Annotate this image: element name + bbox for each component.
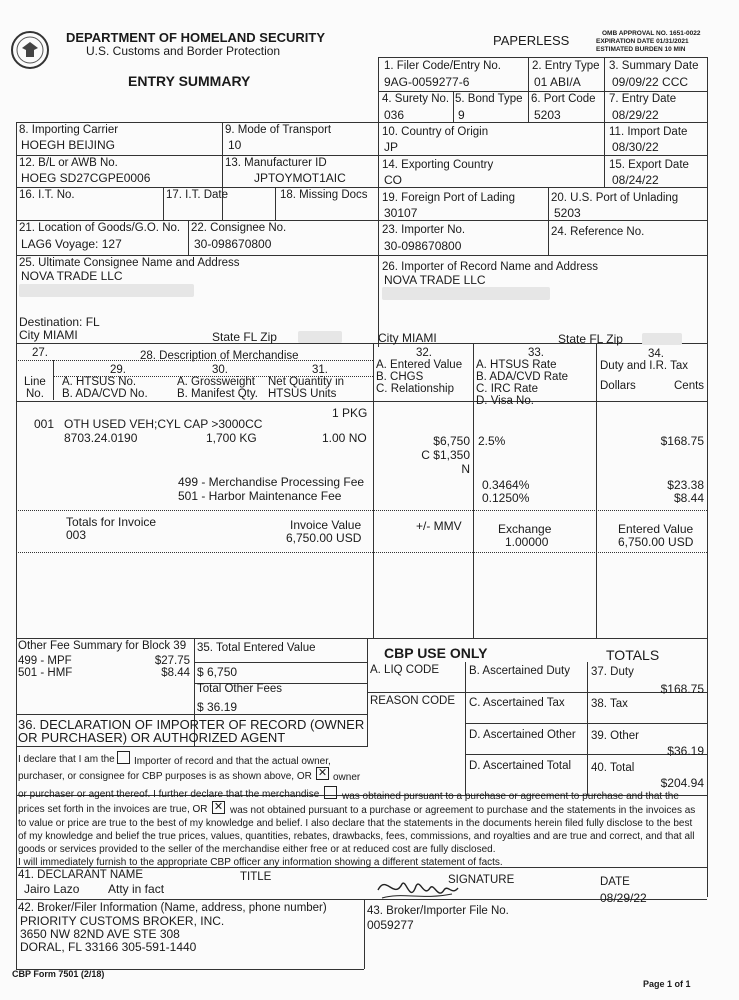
omb-number: OMB APPROVAL NO. 1651-0022: [602, 30, 701, 37]
f5-value: 9: [458, 108, 465, 122]
f10-value: JP: [384, 140, 399, 154]
broker-name: PRIORITY CUSTOMS BROKER, INC.: [20, 914, 225, 928]
ascertained-total-label: D. Ascertained Total: [469, 760, 572, 772]
b42-label: 42. Broker/Filer Information (Name, address, phone number): [18, 902, 327, 914]
merch-description: OTH USED VEH;CYL CAP >3000CC: [64, 417, 263, 431]
ascertained-other-label: D. Ascertained Other: [469, 729, 576, 741]
f2-value: 01 ABI/A: [534, 75, 581, 89]
f4-label: 4. Surety No.: [382, 93, 450, 105]
declarant-title: Atty in fact: [108, 882, 165, 896]
f10-label: 10. Country of Origin: [382, 126, 489, 138]
mpf-label: 499 - Merchandise Processing Fee: [178, 475, 365, 489]
title-label: TITLE: [240, 871, 272, 883]
col32-header: 32.: [416, 347, 432, 359]
decl-line2b: owner: [333, 772, 361, 783]
decl-line4b: was not obtained pursuant to a purchase or agreement to purchase and the statements in the invoices as: [230, 805, 696, 816]
col33-d: D. Visa No.: [476, 395, 534, 407]
decl-line2a: purchaser, or consignee for CBP purposes is as shown above, OR: [18, 771, 312, 782]
hts-rate: 2.5%: [478, 434, 506, 448]
b43-label: 43. Broker/Importer File No.: [367, 905, 509, 917]
dept-title: DEPARTMENT OF HOMELAND SECURITY: [66, 30, 326, 45]
col34-header: 34.: [648, 348, 664, 360]
mpf-rate: 0.3464%: [482, 478, 530, 492]
f15-value: 08/24/22: [612, 173, 659, 187]
omb-expiration: EXPIRATION DATE 01/31/2021: [596, 38, 689, 45]
f4-value: 036: [384, 108, 405, 122]
f22-value: 30-098670800: [194, 237, 272, 251]
signature-label: SIGNATURE: [448, 874, 515, 886]
col29-header: 29.: [110, 364, 126, 376]
broker-city-phone: DORAL, FL 33166 305-591-1440: [20, 940, 197, 954]
col31-header: 31.: [312, 364, 328, 376]
f26-name: NOVA TRADE LLC: [384, 273, 486, 287]
col28-header: 28. Description of Merchandise: [140, 350, 299, 362]
obtained-checkbox[interactable]: [324, 786, 337, 799]
hmf-rate: 0.1250%: [482, 491, 530, 505]
reason-code-label: REASON CODE: [370, 695, 455, 707]
col33-c: C. IRC Rate: [476, 383, 538, 395]
f18-label: 18. Missing Docs: [280, 189, 368, 201]
exchange-value: 1.00000: [505, 535, 549, 549]
decl-line3b: was obtained pursuant to a purchase or agreement to purchase and that the: [342, 791, 679, 802]
other-39-value: $36.19: [667, 744, 704, 758]
col29-b: B. ADA/CVD No.: [62, 388, 148, 400]
fee-summary-label: Other Fee Summary for Block 39: [18, 640, 187, 652]
owner-checkbox[interactable]: ✕: [317, 767, 328, 779]
f21-label: 21. Location of Goods/G.O. No.: [19, 222, 181, 234]
relationship: N: [461, 462, 470, 476]
signature-image: [372, 870, 462, 910]
b43-value: 0059277: [367, 918, 414, 932]
f3-value: 09/09/22 CCC: [612, 75, 689, 89]
f14-label: 14. Exporting Country: [382, 159, 494, 171]
f8-value: HOEGH BEIJING: [21, 138, 116, 152]
total-40-value: $204.94: [660, 776, 704, 790]
hmf-label: 501 - Harbor Maintenance Fee: [178, 489, 342, 503]
f26-city: City MIAMI: [378, 331, 437, 345]
f25-label: 25. Ultimate Consignee Name and Address: [19, 257, 240, 269]
f7-label: 7. Entry Date: [609, 93, 677, 105]
f6-label: 6. Port Code: [531, 93, 596, 105]
duty-amount: $168.75: [660, 434, 704, 448]
col27-no: No.: [26, 388, 44, 400]
hts-number: 8703.24.0190: [64, 431, 138, 445]
f19-label: 19. Foreign Port of Lading: [382, 192, 515, 204]
date-label: DATE: [600, 876, 630, 888]
col33-a: A. HTSUS Rate: [476, 359, 557, 371]
f17-label: 17. I.T. Date: [166, 189, 229, 201]
col27-line: Line: [24, 376, 46, 388]
f19-value: 30107: [384, 206, 418, 220]
col30-b: B. Manifest Qty.: [177, 388, 258, 400]
f22-label: 22. Consignee No.: [191, 222, 287, 234]
broker-address: 3650 NW 82ND AVE STE 308: [20, 927, 180, 941]
f25-city: City MIAMI: [19, 328, 78, 342]
f3-label: 3. Summary Date: [609, 60, 699, 72]
col32-a: A. Entered Value: [376, 359, 463, 371]
decl-line5: to value or price are true to the best of my knowledge and belief. I also declare that the statements in the documents herein filed fully disclose to the best: [18, 818, 693, 829]
agency-title: U.S. Customs and Border Protection: [86, 44, 281, 58]
totals-invoice-no: 003: [66, 528, 87, 542]
col34-a: Duty and I.R. Tax: [600, 360, 688, 372]
f25-destination: Destination: FL: [19, 315, 100, 329]
f5-label: 5. Bond Type: [455, 93, 523, 105]
col30-header: 30.: [212, 364, 228, 376]
totals-header: TOTALS: [606, 647, 660, 663]
ascertained-duty-label: B. Ascertained Duty: [469, 665, 570, 677]
f12-label: 12. B/L or AWB No.: [19, 157, 118, 169]
fee2-label: 501 - HMF: [18, 667, 73, 679]
pkg-count: 1 PKG: [332, 406, 368, 420]
fee1-label: 499 - MPF: [18, 655, 72, 667]
charges: C $1,350: [421, 448, 470, 462]
decl-line3a: or purchaser or agent thereof. I further declare that the merchandise: [18, 789, 320, 800]
f24-label: 24. Reference No.: [551, 226, 645, 238]
gross-weight: 1,700 KG: [206, 431, 257, 445]
cbp-use-only: CBP USE ONLY: [384, 645, 488, 661]
entered-value-label: Entered Value: [618, 522, 694, 536]
col34-dollars: Dollars: [600, 380, 636, 392]
duty-37-value: $168.75: [660, 682, 704, 696]
f6-value: 5203: [534, 108, 561, 122]
entered-value: $6,750: [433, 434, 470, 448]
col32-b: B. CHGS: [376, 371, 424, 383]
col29-a: A. HTSUS No.: [62, 376, 137, 388]
importer-checkbox[interactable]: [117, 751, 130, 764]
duty-37-label: 37. Duty: [591, 666, 634, 678]
f23-label: 23. Importer No.: [382, 224, 466, 236]
f20-label: 20. U.S. Port of Unlading: [551, 192, 679, 204]
col31-a: Net Quantity in: [268, 376, 345, 388]
f15-label: 15. Export Date: [609, 159, 689, 171]
mpf-amount: $23.38: [667, 478, 704, 492]
f13-value: JPTOYMOT1AIC: [254, 171, 346, 185]
f20-value: 5203: [554, 206, 581, 220]
form-number: CBP Form 7501 (2/18): [12, 969, 105, 979]
exchange-label: Exchange: [498, 522, 552, 536]
decl-line4a: prices set forth in the invoices are true, OR: [18, 804, 208, 815]
col32-c: C. Relationship: [376, 383, 454, 395]
b35-value: $ 6,750: [197, 665, 238, 679]
f9-label: 9. Mode of Transport: [225, 124, 332, 136]
f11-value: 08/30/22: [612, 140, 659, 154]
decl-line8: I will immediately furnish to the appropriate CBP officer any information showing a different statement of facts.: [18, 857, 503, 868]
decl-line1b: Importer of record and that the actual owner,: [134, 756, 331, 767]
page-number: Page 1 of 1: [643, 979, 691, 989]
declarant-name: Jairo Lazo: [24, 882, 80, 896]
line-number: 001: [34, 417, 55, 431]
totals-label: Totals for Invoice: [66, 515, 157, 529]
entered-value-total: 6,750.00 USD: [618, 535, 694, 549]
liq-code-label: A. LIQ CODE: [370, 664, 440, 676]
f26-label: 26. Importer of Record Name and Address: [382, 261, 599, 273]
hmf-amount: $8.44: [673, 491, 704, 505]
f7-value: 08/29/22: [612, 108, 659, 122]
decl-line1a: I declare that I am the: [18, 754, 115, 765]
invoice-value: 6,750.00 USD: [286, 531, 362, 545]
f21-value: LAG6 Voyage: 127: [21, 237, 122, 251]
f26-state-zip: State FL Zip: [558, 332, 623, 346]
fee1-amount: $27.75: [154, 655, 190, 667]
decl-line6: of my knowledge and belief the true prices, values, quantities, rebates, drawbacks, fees, commissions, and royalties and are true and correct, and that all: [18, 831, 695, 842]
not-obtained-checkbox[interactable]: ✕: [213, 801, 224, 813]
form-title: ENTRY SUMMARY: [128, 73, 251, 89]
b36-label-2: OR PURCHASER) OR AUTHORIZED AGENT: [18, 730, 286, 745]
ascertained-tax-label: C. Ascertained Tax: [469, 697, 565, 709]
decl-line7: goods or services provided to the seller of the merchandise either free or at reduced cost are fully disclosed.: [18, 844, 496, 855]
total-40-label: 40. Total: [591, 762, 635, 774]
f25-state-zip: State FL Zip: [212, 330, 277, 344]
f25-name: NOVA TRADE LLC: [21, 269, 123, 283]
col33-header: 33.: [528, 347, 544, 359]
invoice-value-label: Invoice Value: [290, 518, 362, 532]
f1-label: 1. Filer Code/Entry No.: [384, 60, 501, 72]
other-fees-label: Total Other Fees: [197, 683, 283, 695]
col33-b: B. ADA/CVD Rate: [476, 371, 569, 383]
col31-b: HTSUS Units: [268, 388, 337, 400]
other-39-label: 39. Other: [591, 730, 639, 742]
f16-label: 16. I.T. No.: [19, 189, 75, 201]
paperless-label: PAPERLESS: [493, 33, 570, 48]
net-quantity: 1.00 NO: [322, 431, 367, 445]
other-fees-value: $ 36.19: [197, 700, 238, 714]
omb-burden: ESTIMATED BURDEN 10 MIN: [596, 46, 686, 53]
f13-label: 13. Manufacturer ID: [225, 157, 327, 169]
col30-a: A. Grossweight: [177, 376, 255, 388]
f14-value: CO: [384, 173, 402, 187]
fee2-amount: $8.44: [161, 667, 190, 679]
f11-label: 11. Import Date: [609, 126, 688, 138]
b36-label: 36. DECLARATION OF IMPORTER OF RECORD (OWNER: [18, 717, 365, 732]
f8-label: 8. Importing Carrier: [19, 124, 119, 136]
dhs-seal-icon: [10, 30, 50, 70]
mmv-label: +/- MMV: [416, 519, 462, 533]
f1-value: 9AG-0059277-6: [384, 75, 470, 89]
b35-label: 35. Total Entered Value: [197, 642, 316, 654]
col27-header: 27.: [32, 347, 48, 359]
b41-label: 41. DECLARANT NAME: [18, 869, 144, 881]
tax-38-label: 38. Tax: [591, 698, 628, 710]
f12-value: HOEG SD27CGPE0006: [21, 171, 151, 185]
col34-cents: Cents: [674, 380, 705, 392]
f2-label: 2. Entry Type: [532, 60, 600, 72]
f23-value: 30-098670800: [384, 239, 462, 253]
declaration-date: 08/29/22: [600, 891, 647, 905]
f9-value: 10: [228, 138, 242, 152]
